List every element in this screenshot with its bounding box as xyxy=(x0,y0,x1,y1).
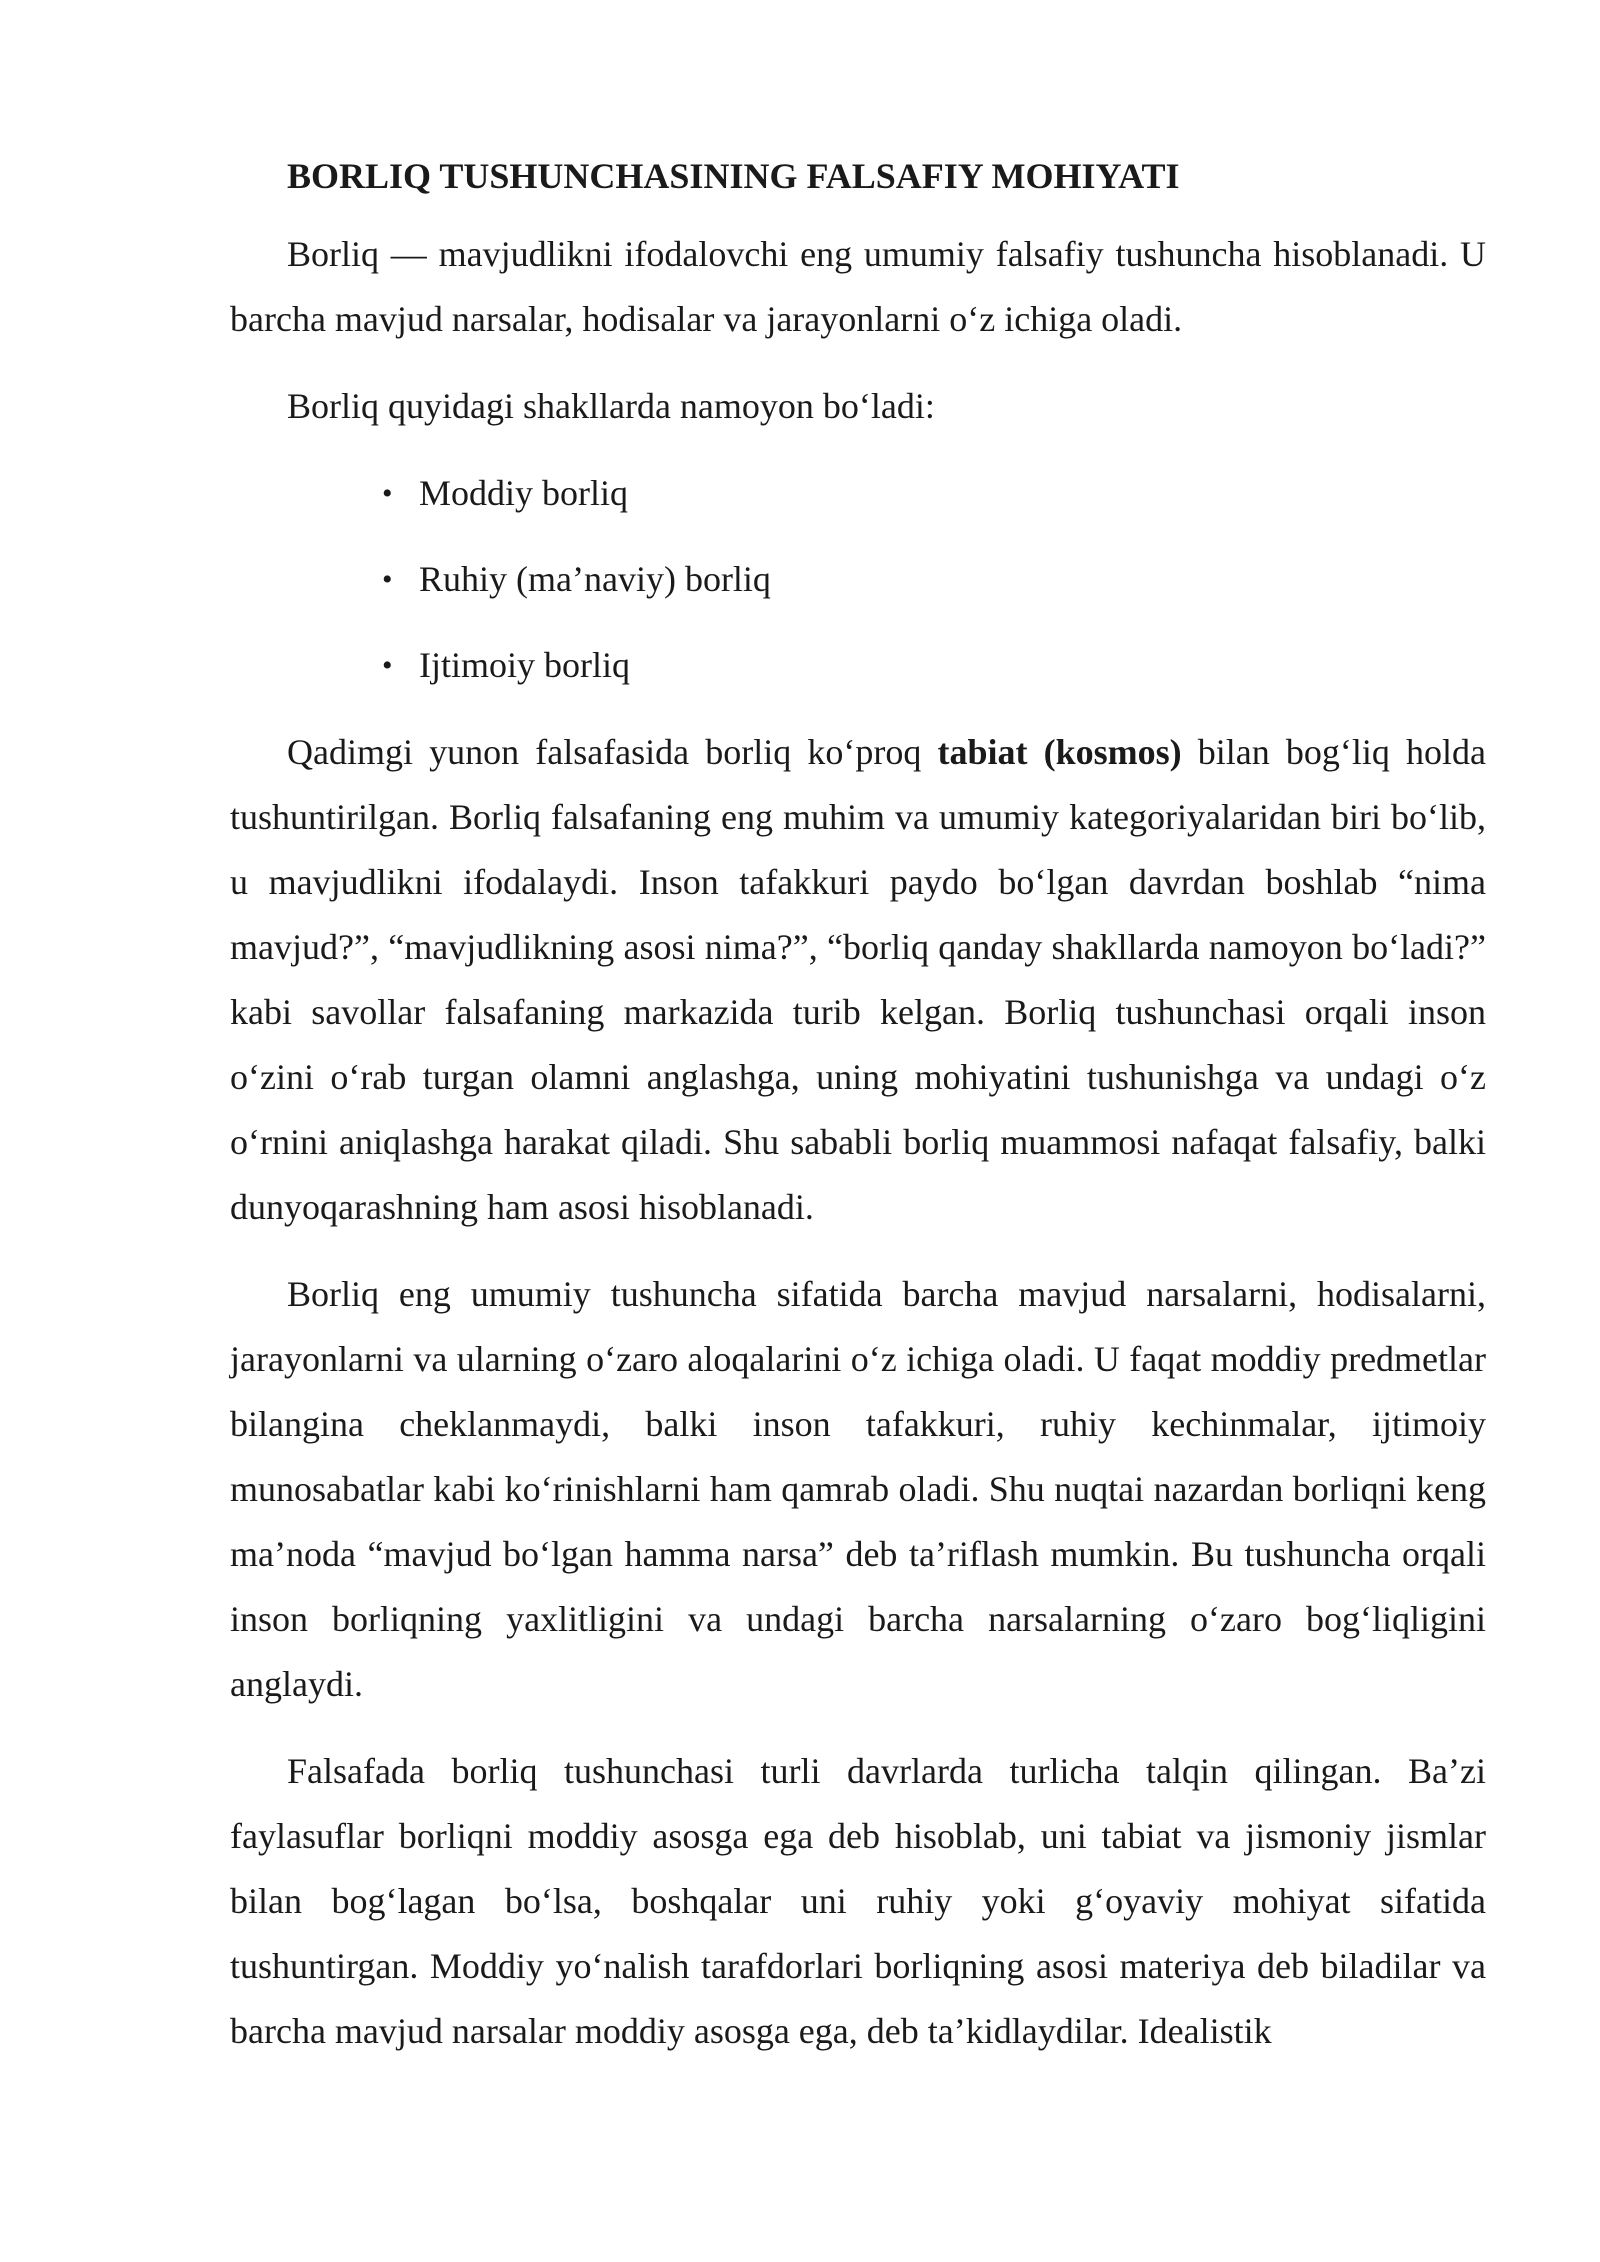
list-item xyxy=(230,633,1486,698)
list-item-label: Ruhiy (ma’naviy) borliq xyxy=(419,559,771,599)
paragraph-text: Qadimgi yunon falsafasida borliq ko‘proq xyxy=(287,732,938,772)
bullet-icon: • xyxy=(382,563,393,596)
list-item-label: Ijtimoiy borliq xyxy=(419,645,630,685)
bullet-icon: • xyxy=(382,477,393,510)
document-title: BORLIQ TUSHUNCHASINING FALSAFIY MOHIYATI xyxy=(287,156,1180,196)
body-paragraph-3: Falsafada borliq tushunchasi turli davrlarda turlicha talqin qilingan. Ba’zi faylasuflar borliqni moddiy asosga ega deb hisoblab, uni tabiat va jismoniy jismlar bilan bog‘lagan bo‘lsa, boshqalar uni ruhiy yoki g‘oyaviy mohiyat sifatida tushuntirgan. Moddiy yo‘nalish tarafdorlari borliqning asosi materiya deb biladilar va barcha mavjud narsalar moddiy asosga ega, deb ta’kidlaydilar. Idealistik xyxy=(230,1751,1486,2051)
intro-paragraph: Borliq — mavjudlikni ifodalovchi eng umumiy falsafiy tushuncha hisoblanadi. U barcha mavjud narsalar, hodisalar va jarayonlarni o‘z ichiga oladi. xyxy=(230,234,1486,339)
paragraph-text: bilan bog‘liq holda tushuntirilgan. Borliq falsafaning eng muhim va umumiy kategoriyalaridan biri bo‘lib, u mavjudlikni ifodalaydi. Inson tafakkuri paydo bo‘lgan davrdan boshlab “nima mavjud?”, “mavjudlikning asosi nima?”, “borliq qanday shakllarda namoyon bo‘ladi?” kabi savollar falsafaning markazida turib kelgan. Borliq tushunchasi orqali inson o‘zini o‘rab turgan olamni anglashga, uning mohiyatini tushunishga va undagi o‘z o‘rnini aniqlashga harakat qiladi. Shu sababli borliq muammosi nafaqat falsafiy, balki dunyoqarashning ham asosi hisoblanadi. xyxy=(230,732,1486,1227)
forms-lead-paragraph: Borliq quyidagi shakllarda namoyon bo‘ladi: xyxy=(287,386,935,426)
list-item xyxy=(230,461,1486,526)
document-body xyxy=(230,150,1486,2086)
bullet-icon: • xyxy=(382,649,393,682)
forms-list xyxy=(230,461,1486,698)
list-item xyxy=(230,547,1486,612)
body-paragraph-1 xyxy=(230,720,1486,1240)
bold-term: tabiat (kosmos) xyxy=(937,732,1182,772)
list-item-label: Moddiy borliq xyxy=(419,473,629,513)
body-paragraph-2: Borliq eng umumiy tushuncha sifatida barcha mavjud narsalarni, hodisalarni, jarayonlarni va ularning o‘zaro aloqalarini o‘z ichiga oladi. U faqat moddiy predmetlar bilangina cheklanmaydi, balki inson tafakkuri, ruhiy kechinmalar, ijtimoiy munosabatlar kabi ko‘rinishlarni ham qamrab oladi. Shu nuqtai nazardan borliqni keng ma’noda “mavjud bo‘lgan hamma narsa” deb ta’riflash mumkin. Bu tushuncha orqali inson borliqning yaxlitligini va undagi barcha narsalarning o‘zaro bog‘liqligini anglaydi. xyxy=(230,1274,1486,1704)
